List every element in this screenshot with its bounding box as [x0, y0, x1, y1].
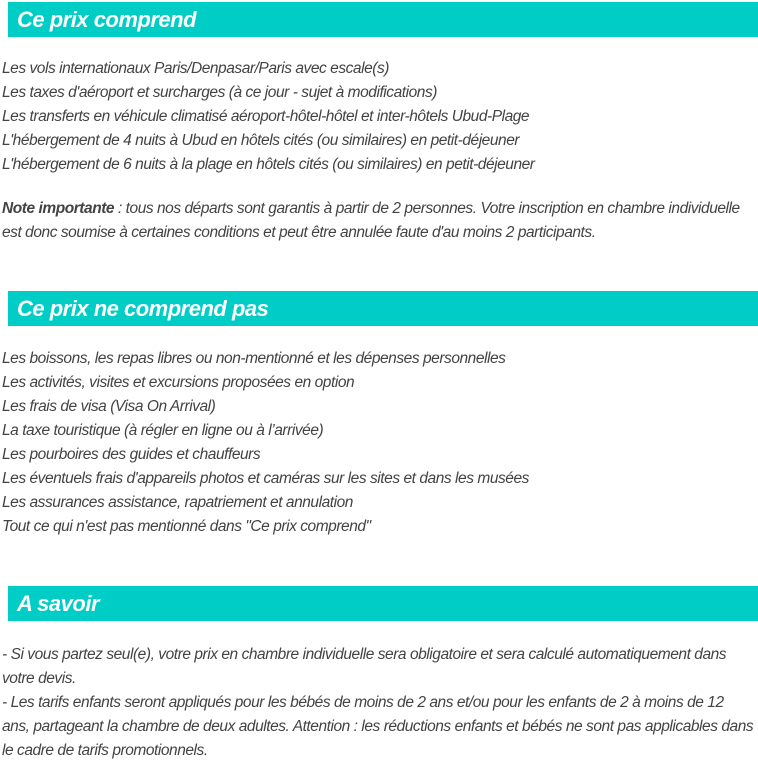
info-paragraph: - Les tarifs enfants seront appliqués pour les bébés de moins de 2 ans et/ou pour les enfants de 2 à moins de 12 ans, partageant la chambre de deux adultes. Attention : les réductions enfants et bébés ne sont pas applicables dans le cadre de tarifs promotionnels.	[2, 694, 754, 759]
excluded-item: Les assurances assistance, rapatriement et annulation	[2, 494, 353, 511]
excluded-list-container	[0, 347, 758, 539]
included-item: L'hébergement de 4 nuits à Ubud en hôtels cités (ou similaires) en petit-déjeuner	[2, 132, 520, 149]
price-excludes-section	[0, 291, 758, 539]
section-header-excluded	[8, 291, 758, 326]
important-note	[2, 197, 754, 245]
excluded-item: Les éventuels frais d'appareils photos et caméras sur les sites et dans les musées	[2, 470, 529, 487]
excluded-list	[2, 347, 754, 539]
excluded-item: Les activités, visites et excursions proposées en option	[2, 374, 355, 391]
section-title: Ce prix ne comprend pas	[17, 295, 269, 321]
section-title: Ce prix comprend	[17, 6, 197, 32]
important-note-text: : tous nos départs sont garantis à partir de 2 personnes. Votre inscription en chambre individuelle est donc soumise à certaines conditions et peut être annulée faute d'au moins 2 participants.	[2, 200, 740, 241]
included-list	[2, 57, 754, 177]
excluded-item: Les boissons, les repas libres ou non-mentionné et les dépenses personnelles	[2, 350, 506, 367]
good-to-know-container	[0, 643, 758, 763]
included-item: Les vols internationaux Paris/Denpasar/Paris avec escale(s)	[2, 60, 389, 77]
section-header-included	[8, 2, 758, 37]
excluded-item: Les pourboires des guides et chauffeurs	[2, 446, 261, 463]
excluded-item: Les frais de visa (Visa On Arrival)	[2, 398, 216, 415]
good-to-know-section	[0, 586, 758, 763]
info-paragraph: - Si vous partez seul(e), votre prix en chambre individuelle sera obligatoire et sera calculé automatiquement dans votre devis.	[2, 646, 727, 687]
important-note-label: Note importante	[2, 200, 115, 217]
excluded-item: La taxe touristique (à régler en ligne ou à l’arrivée)	[2, 422, 324, 439]
section-title: A savoir	[17, 590, 100, 616]
included-list-container	[0, 57, 758, 245]
excluded-item: Tout ce qui n'est pas mentionné dans "Ce prix comprend"	[2, 518, 371, 535]
included-item: Les taxes d'aéroport et surcharges (à ce jour - sujet à modifications)	[2, 84, 437, 101]
price-includes-section	[0, 2, 758, 245]
included-item: Les transferts en véhicule climatisé aéroport-hôtel-hôtel et inter-hôtels Ubud-Plage	[2, 108, 530, 125]
included-item: L'hébergement de 6 nuits à la plage en hôtels cités (ou similaires) en petit-déjeuner	[2, 156, 535, 173]
section-header-good-to-know	[8, 586, 758, 621]
